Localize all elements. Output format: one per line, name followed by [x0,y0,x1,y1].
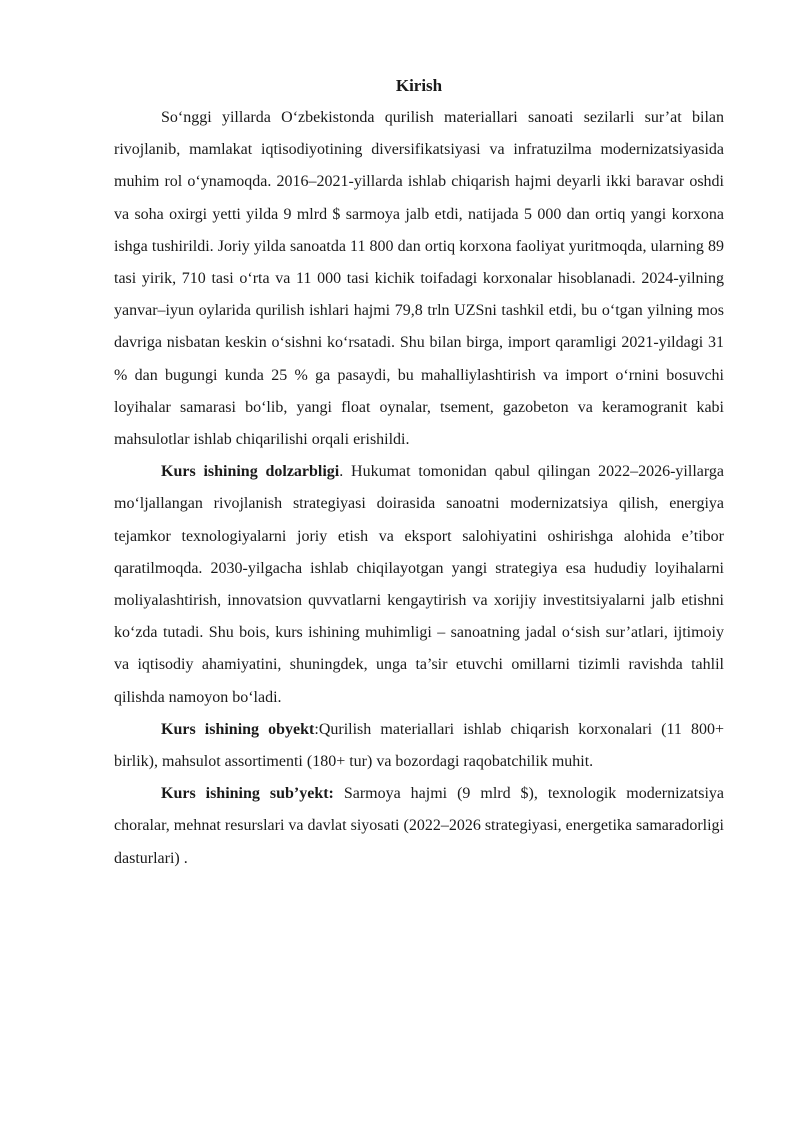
paragraph-text: . Hukumat tomonidan qabul qilingan 2022–2026-yillarga mo‘ljallangan rivojlanish strategiyasi doirasida sanoatni modernizatsiya qilish, energiya tejamkor texnologiyalarni joriy etish va eksport salohiyatini oshirishga alohida e’tibor qaratilmoqda. 2030-yilgacha ishlab chiqilayotgan yangi strategiya esa hududiy loyihalarni moliyalashtirish, innovatsion quvvatlarni kengaytirish va xorijiy investitsiyalarni jalb etishni ko‘zda tutadi. Shu bois, kurs ishining muhimligi – sanoatning jadal o‘sish sur’atlari, ijtimoiy va iqtisodiy ahamiyatini, shuningdek, unga ta’sir etuvchi omillarni tizimli ravishda tahlil qilishda namoyon bo‘ladi. [114,463,725,706]
page-title: Kirish [395,76,443,95]
paragraph-object [114,714,724,778]
paragraph-text: So‘nggi yillarda O‘zbekistonda qurilish materiallari sanoati sezilarli sur’at bilan rivojlanib, mamlakat iqtisodiyotining diversifikatsiyasi va infratuzilma modernizatsiyasida muhim rol o‘ynamoqda. 2016–2021-yillarda ishlab chiqarish hajmi deyarli ikki baravar oshdi va soha oxirgi yetti yilda 9 mlrd $ sarmoya jalb etdi, natijada 5 000 dan ortiq yangi korxona ishga tushirildi. Joriy yilda sanoatda 11 800 dan ortiq korxona faoliyat yuritmoqda, ularning 89 tasi yirik, 710 tasi o‘rta va 11 000 tasi kichik toifadagi korxonalar hisoblanadi. 2024-yilning yanvar–iyun oylarida qurilish ishlari hajmi 79,8 trln UZSni tashkil etdi, bu o‘tgan yilning mos davriga nisbatan keskin o‘sishni ko‘rsatadi. Shu bilan birga, import qaramligi 2021-yildagi 31 % dan bugungi kunda 25 % ga pasaydi, bu mahalliylashtirish va import o‘rnini bosuvchi loyihalar samarasi bo‘lib, yangi float oynalar, tsement, gazobeton va keramogranit kabi mahsulotlar ishlab chiqarilishi orqali erishildi. [114,109,724,449]
document-page [114,74,724,875]
paragraph-relevance [114,456,724,714]
paragraph-lead-relevance: Kurs ishining dolzarbligi [161,463,340,481]
paragraph-text: :Qurilish materiallari ishlab chiqarish korxonalari (11 800+ birlik), mahsulot assortimenti (180+ tur) va bozordagi raqobatchilik muhit. [114,720,725,771]
paragraph-text: Sarmoya hajmi (9 mlrd $), texnologik modernizatsiya choralar, mehnat resurslari va davlat siyosati (2022–2026 strategiyasi, energetika samaradorligi dasturlari) . [114,785,724,867]
paragraph-lead-subject: Kurs ishining sub’yekt: [161,785,334,803]
paragraph-subject [114,778,724,875]
paragraph-lead-object: Kurs ishining obyekt [161,720,315,738]
paragraph-introduction [114,102,724,456]
